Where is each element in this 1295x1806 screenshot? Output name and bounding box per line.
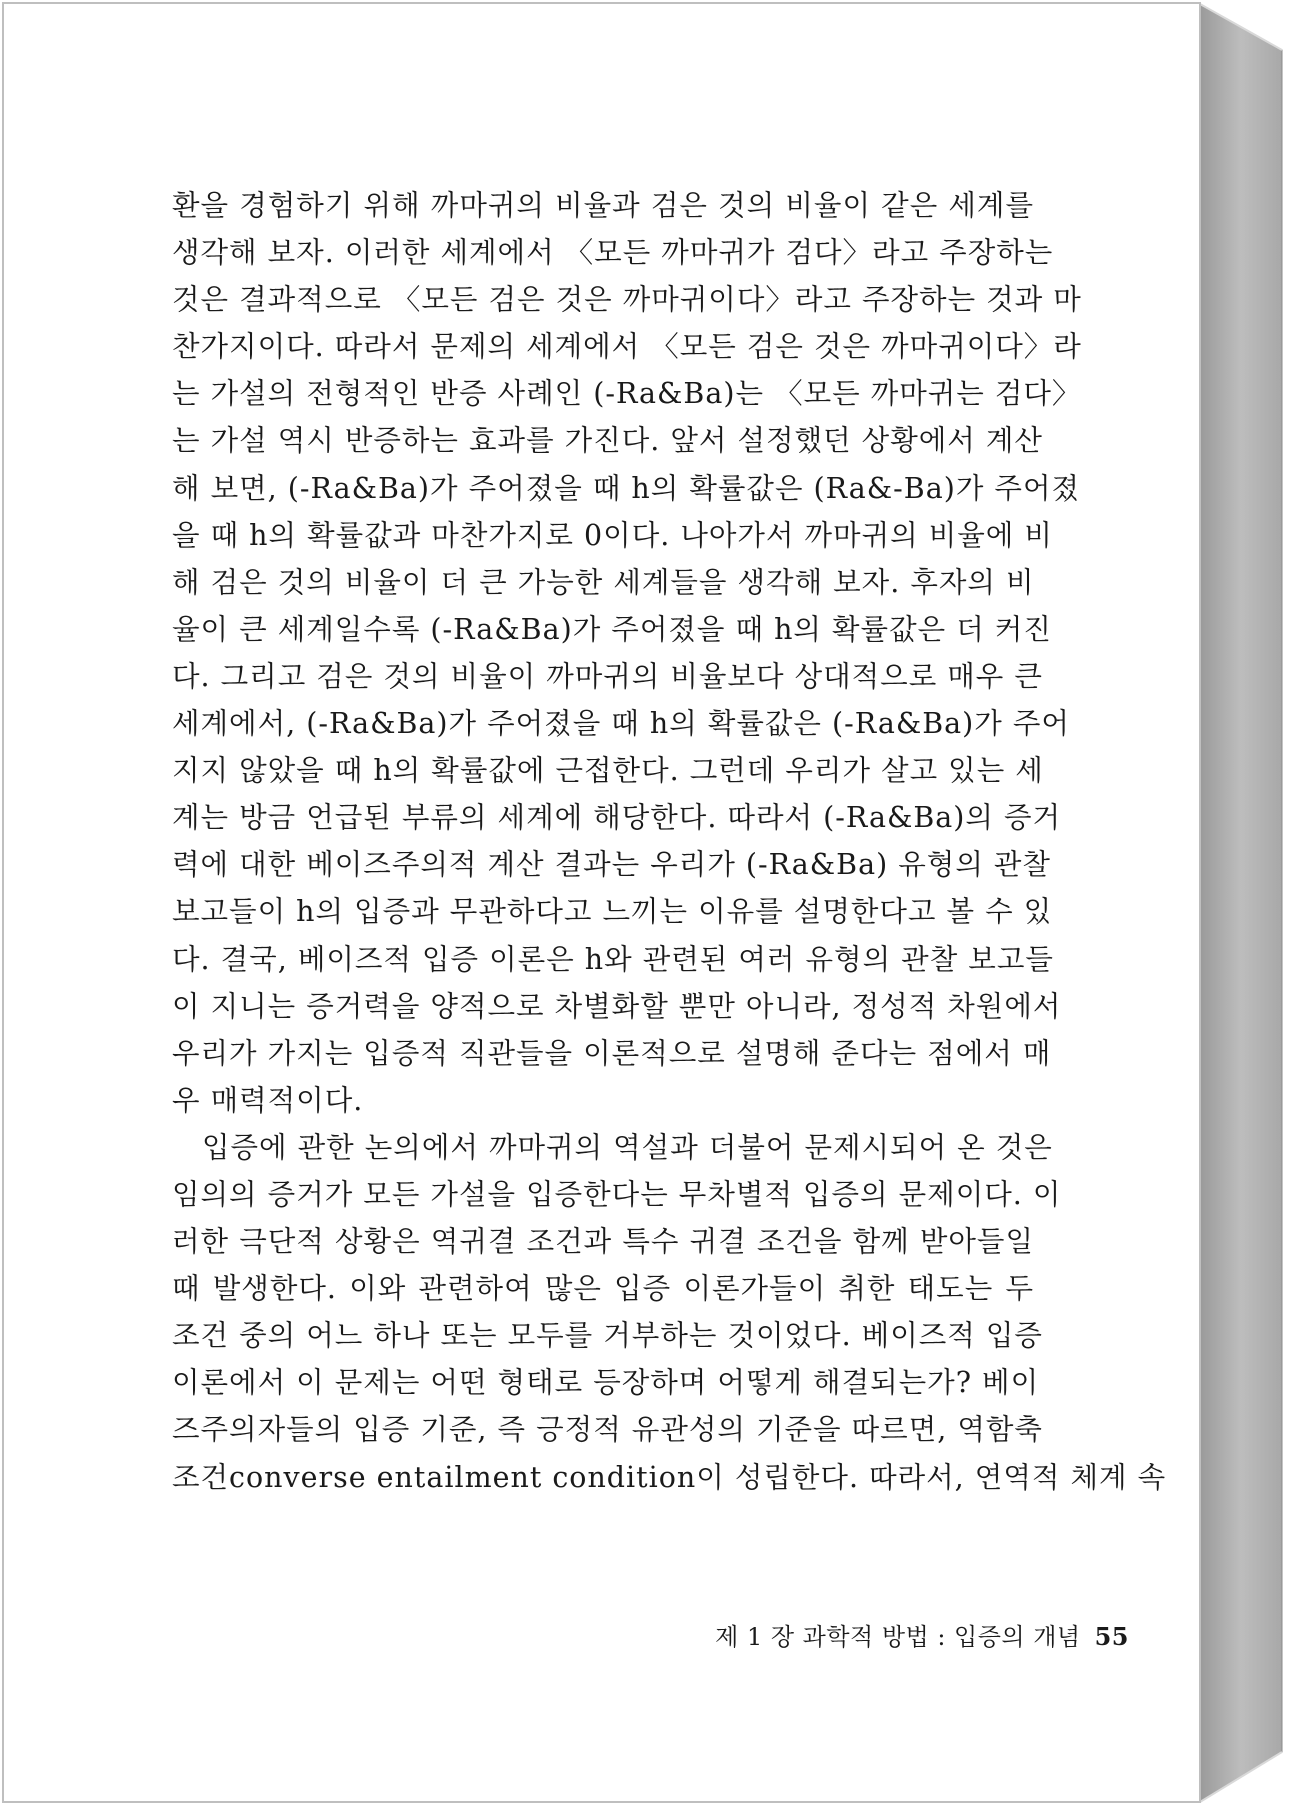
text-line: 러한 극단적 상황은 역귀결 조건과 특수 귀결 조건을 함께 받아들일 xyxy=(172,1225,1034,1259)
text-line: 조건 중의 어느 하나 또는 모두를 거부하는 것이었다. 베이즈적 입증 xyxy=(172,1319,1043,1353)
paragraph xyxy=(172,182,1082,1124)
text-line: 지지 않았을 때 h의 확률값에 근접한다. 그런데 우리가 살고 있는 세 xyxy=(172,754,1044,788)
text-line: 력에 대한 베이즈주의적 계산 결과는 우리가 (-Ra&Ba) 유형의 관찰 xyxy=(172,848,1051,882)
text-line: 을 때 h의 확률값과 마찬가지로 0이다. 나아가서 까마귀의 비율에 비 xyxy=(172,518,1053,552)
body-text xyxy=(172,182,1167,1501)
text-line: 이 지니는 증거력을 양적으로 차별화할 뿐만 아니라, 정성적 차원에서 xyxy=(172,989,1062,1023)
text-line: 입증에 관한 논의에서 까마귀의 역설과 더불어 문제시되어 온 것은 xyxy=(202,1130,1053,1164)
text-line: 때 발생한다. 이와 관련하여 많은 입증 이론가들이 취한 태도는 두 xyxy=(172,1272,1034,1306)
text-line: 보고들이 h의 입증과 무관하다고 느끼는 이유를 설명한다고 볼 수 있 xyxy=(172,895,1053,929)
text-line: 임의의 증거가 모든 가설을 입증한다는 무차별적 입증의 문제이다. 이 xyxy=(172,1177,1062,1211)
text-line: 이론에서 이 문제는 어떤 형태로 등장하며 어떻게 해결되는가? 베이 xyxy=(172,1366,1040,1400)
footer-chapter-title: 제 1 장 과학적 방법 : 입증의 개념 xyxy=(715,1623,1081,1651)
running-footer xyxy=(715,1617,1129,1652)
text-line: 우리가 가지는 입증적 직관들을 이론적으로 설명해 준다는 점에서 매 xyxy=(172,1036,1052,1070)
text-line: 세계에서, (-Ra&Ba)가 주어졌을 때 h의 확률값은 (-Ra&Ba)가 주어 xyxy=(172,707,1070,741)
text-line: 다. 결국, 베이즈적 입증 이론은 h와 관련된 여러 유형의 관찰 보고들 xyxy=(172,942,1054,976)
text-line: 다. 그리고 검은 것의 비율이 까마귀의 비율보다 상대적으로 매우 큰 xyxy=(172,659,1043,693)
page-number: 55 xyxy=(1094,1622,1129,1651)
text-line: 해 보면, (-Ra&Ba)가 주어졌을 때 h의 확률값은 (Ra&-Ba)가 주어졌 xyxy=(172,471,1080,505)
text-line: 즈주의자들의 입증 기준, 즉 긍정적 유관성의 기준을 따르면, 역함축 xyxy=(172,1413,1043,1447)
text-line: 환을 경험하기 위해 까마귀의 비율과 검은 것의 비율이 같은 세계를 xyxy=(172,189,1034,222)
text-line: 우 매력적이다. xyxy=(172,1083,364,1117)
text-line: 찬가지이다. 따라서 문제의 세계에서 〈모든 검은 것은 까마귀이다〉라 xyxy=(172,330,1082,364)
text-line: 는 가설 역시 반증하는 효과를 가진다. 앞서 설정했던 상황에서 계산 xyxy=(172,424,1043,458)
text-line: 는 가설의 전형적인 반증 사례인 (-Ra&Ba)는 〈모든 까마귀는 검다〉 xyxy=(172,377,1082,411)
text-line: 율이 큰 세계일수록 (-Ra&Ba)가 주어졌을 때 h의 확률값은 더 커진 xyxy=(172,612,1052,646)
text-line: 조건converse entailment condition이 성립한다. 따라서, 연역적 체계 속 xyxy=(172,1460,1167,1494)
text-line: 계는 방금 언급된 부류의 세계에 해당한다. 따라서 (-Ra&Ba)의 증거 xyxy=(172,801,1062,835)
paragraph xyxy=(172,1124,1167,1501)
text-line: 생각해 보자. 이러한 세계에서 〈모든 까마귀가 검다〉라고 주장하는 xyxy=(172,236,1054,270)
text-line: 것은 결과적으로 〈모든 검은 것은 까마귀이다〉라고 주장하는 것과 마 xyxy=(172,283,1082,317)
text-line: 해 검은 것의 비율이 더 큰 가능한 세계들을 생각해 보자. 후자의 비 xyxy=(172,565,1035,599)
